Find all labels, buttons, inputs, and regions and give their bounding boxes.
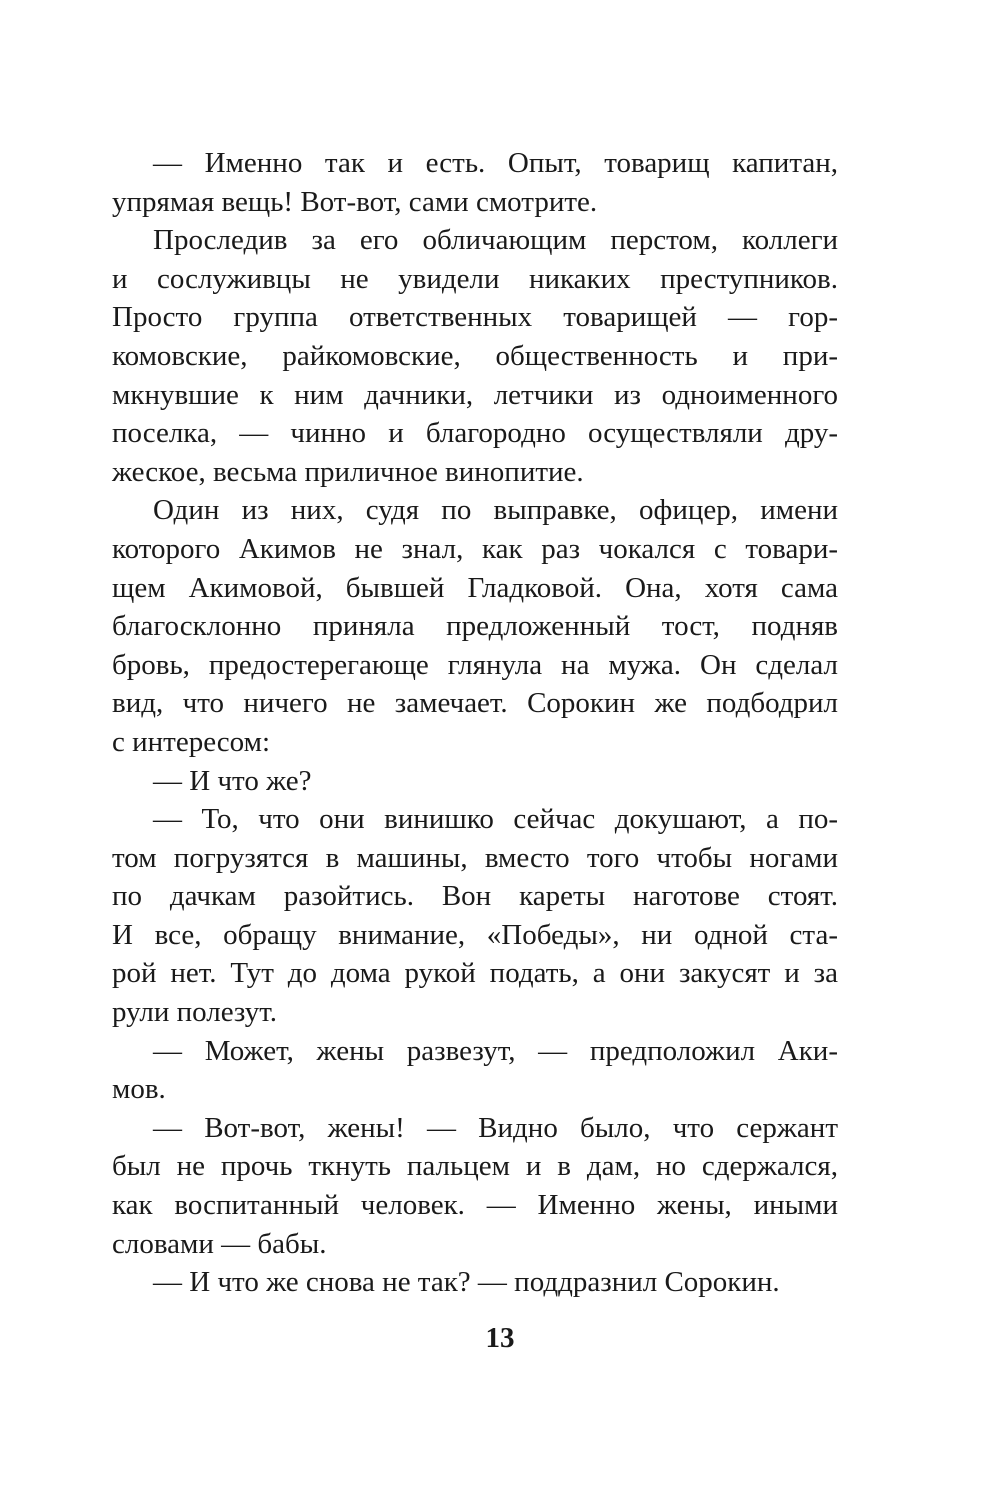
- text-line: комовские, райкомовские, общественность и при-: [112, 339, 838, 372]
- text-line: Просто группа ответственных товарищей — гор-: [112, 301, 838, 334]
- text-line: том погрузятся в машины, вместо того чтобы ногами: [112, 841, 838, 874]
- text-line: И все, обращу внимание, «Победы», ни одной ста-: [112, 918, 838, 951]
- text-line: с интересом:: [112, 725, 271, 758]
- text-line: мкнувшие к ним дачники, летчики из одноименного: [112, 378, 838, 411]
- text-line: — И что же снова не так? — поддразнил Сорокин.: [153, 1266, 780, 1299]
- text-line: — Может, жены развезут, — предположил Аки-: [153, 1034, 838, 1067]
- text-line: по дачкам разойтись. Вон кареты наготове стоят.: [112, 880, 838, 913]
- text-line: — Вот-вот, жены! — Видно было, что сержант: [153, 1111, 838, 1144]
- text-line: словами — бабы.: [112, 1227, 327, 1260]
- text-line: благосклонно приняла предложенный тост, подняв: [112, 610, 838, 643]
- text-line: как воспитанный человек. — Именно жены, иными: [112, 1189, 838, 1222]
- text-line: вид, что ничего не замечает. Сорокин же подбодрил: [112, 687, 838, 720]
- text-line: жеское, весьма приличное винопитие.: [112, 455, 584, 488]
- text-line: щем Акимовой, бывшей Гладковой. Она, хотя сама: [112, 571, 838, 604]
- text-line: и сослуживцы не увидели никаких преступников.: [112, 262, 838, 295]
- text-line: бровь, предостерегающе глянула на мужа. Он сделал: [112, 648, 838, 681]
- text-line: рой нет. Тут до дома рукой подать, а они закусят и за: [112, 957, 838, 990]
- text-line: — Именно так и есть. Опыт, товарищ капитан,: [153, 147, 838, 179]
- text-line: — И что же?: [153, 764, 312, 797]
- text-line: поселка, — чинно и благородно осуществляли дру-: [112, 417, 838, 450]
- page-number: 13: [485, 1322, 515, 1354]
- body-text: [112, 144, 838, 1302]
- text-line: которого Акимов не знал, как раз чокался с товари-: [112, 532, 838, 565]
- text-line: — То, что они винишко сейчас докушают, а по-: [153, 803, 838, 836]
- text-line: Проследив за его обличающим перстом, коллеги: [153, 224, 838, 257]
- text-line: был не прочь ткнуть пальцем и в дам, но сдержался,: [112, 1150, 838, 1183]
- text-line: мов.: [112, 1073, 166, 1106]
- text-line: упрямая вещь! Вот-вот, сами смотрите.: [112, 185, 598, 218]
- text-line: рули полезут.: [112, 996, 278, 1029]
- text-line: Один из них, судя по выправке, офицер, имени: [153, 494, 838, 527]
